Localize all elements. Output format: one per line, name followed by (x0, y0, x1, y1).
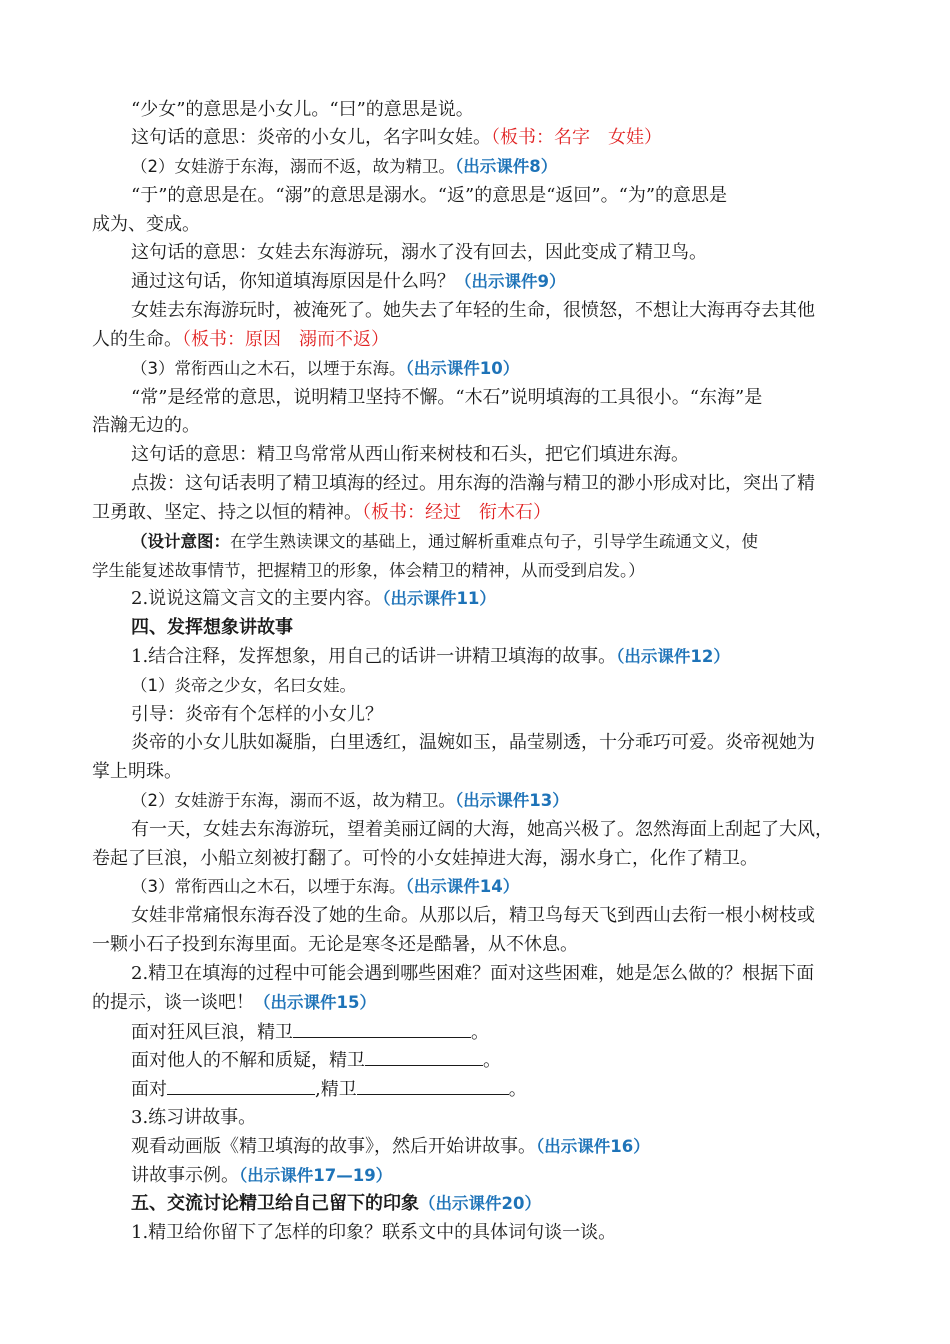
courseware-ref: （出示课件16） (536, 1137, 650, 1156)
courseware-ref: （出示课件9） (455, 272, 566, 291)
paragraph-line: 一颗小石子投到东海里面。无论是寒冬还是酷暑，从不休息。 (92, 934, 578, 955)
paragraph-line: 成为、变成。 (92, 214, 200, 235)
courseware-ref: （出示课件11） (382, 589, 496, 608)
quote-line: （3）常衔西山之木石，以堙于东海。（出示课件10） (131, 359, 520, 378)
paragraph-line: 观看动画版《精卫填海的故事》，然后开始讲故事。（出示课件16） (131, 1136, 650, 1157)
fill-blank[interactable] (167, 1077, 315, 1095)
courseware-ref: （出示课件8） (455, 157, 558, 176)
paragraph-line: 3.练习讲故事。 (131, 1107, 257, 1128)
courseware-ref: （出示课件17—19） (239, 1166, 393, 1185)
fill-in-line: 面对 ,精卫 。 (131, 1079, 527, 1100)
paragraph-line: 1.结合注释，发挥想象，用自己的话讲一讲精卫填海的故事。（出示课件12） (131, 646, 730, 667)
courseware-ref: （出示课件15） (254, 993, 376, 1012)
quote-line: （2）女娃游于东海，溺而不返，故为精卫。（出示课件13） (131, 791, 569, 810)
design-intent: 学生能复述故事情节，把握精卫的形象，体会精卫的精神，从而受到启发。） (92, 561, 645, 580)
paragraph-line: 女娃非常痛恨东海吞没了她的生命。从那以后，精卫鸟每天飞到西山去衔一根小树枝或 (131, 905, 815, 926)
fill-in-line: 面对狂风巨浪，精卫 。 (131, 1022, 489, 1043)
paragraph-line: 人的生命。（板书：原因 溺而不返） (92, 329, 389, 350)
paragraph-line: 这句话的意思：精卫鸟常常从西山衔来树枝和石头，把它们填进东海。 (131, 444, 689, 465)
section-heading: 四、发挥想象讲故事 (131, 617, 293, 638)
paragraph-line: “于”的意思是在。“溺”的意思是溺水。“返”的意思是“返回”。“为”的意思是 (131, 185, 728, 206)
fill-in-line: 面对他人的不解和质疑，精卫 。 (131, 1050, 501, 1071)
paragraph-line: 这句话的意思：女娃去东海游玩，溺水了没有回去，因此变成了精卫鸟。 (131, 242, 707, 263)
paragraph-line: 炎帝的小女儿肤如凝脂，白里透红，温婉如玉，晶莹剔透，十分乖巧可爱。炎帝视她为 (131, 732, 815, 753)
paragraph-line: 有一天，女娃去东海游玩，望着美丽辽阔的大海，她高兴极了。忽然海面上刮起了大风， (131, 819, 833, 840)
paragraph-line: 卷起了巨浪，小船立刻被打翻了。可怜的小女娃掉进大海，溺水身亡，化作了精卫。 (92, 848, 758, 869)
courseware-ref: （出示课件14） (405, 877, 520, 896)
quote-line: （1）炎帝之少女，名曰女娃。 (131, 676, 356, 695)
paragraph-line: 引导：炎帝有个怎样的小女儿？ (131, 704, 383, 725)
paragraph-line: 的提示，谈一谈吧！（出示课件15） (92, 992, 376, 1013)
courseware-ref: （出示课件20） (419, 1194, 541, 1213)
paragraph-line: 浩瀚无边的。 (92, 415, 200, 436)
fill-blank[interactable] (357, 1077, 509, 1095)
courseware-ref: （出示课件10） (405, 359, 520, 378)
paragraph-line: 点拨：这句话表明了精卫填海的经过。用东海的浩瀚与精卫的渺小形成对比，突出了精 (131, 473, 815, 494)
paragraph-line: 通过这句话，你知道填海原因是什么吗？（出示课件9） (131, 271, 566, 292)
paragraph-line: 讲故事示例。（出示课件17—19） (131, 1165, 393, 1186)
paragraph-line: “常”是经常的意思，说明精卫坚持不懈。“木石”说明填海的工具很小。“东海”是 (131, 387, 763, 408)
fill-blank[interactable] (293, 1020, 471, 1038)
paragraph-line: 卫勇敢、坚定、持之以恒的精神。（板书：经过 衔木石） (92, 502, 551, 523)
paragraph-line: 2.精卫在填海的过程中可能会遇到哪些困难？面对这些困难，她是怎么做的？根据下面 (131, 963, 815, 984)
section-heading: 五、交流讨论精卫给自己留下的印象（出示课件20） (131, 1193, 541, 1214)
quote-line: （3）常衔西山之木石，以堙于东海。（出示课件14） (131, 877, 520, 896)
paragraph-line: 1.精卫给你留下了怎样的印象？联系文中的具体词句谈一谈。 (131, 1222, 617, 1243)
paragraph-line: “少女”的意思是小女儿。“曰”的意思是说。 (131, 99, 474, 120)
courseware-ref: （出示课件12） (616, 647, 730, 666)
paragraph-line: 2.说说这篇文言文的主要内容。（出示课件11） (131, 588, 496, 609)
board-note: （板书：原因 溺而不返） (182, 329, 389, 350)
paragraph-line: 女娃去东海游玩时，被淹死了。她失去了年轻的生命，很愤怒，不想让大海再夺去其他 (131, 300, 815, 321)
paragraph-line: 掌上明珠。 (92, 761, 182, 782)
fill-blank[interactable] (365, 1048, 483, 1066)
courseware-ref: （出示课件13） (455, 791, 569, 810)
design-intent: （设计意图：在学生熟读课文的基础上，通过解析重难点句子，引导学生疏通文义，使 (131, 532, 758, 551)
quote-line: （2）女娃游于东海，溺而不返，故为精卫。（出示课件8） (131, 157, 558, 176)
board-note: （板书：名字 女娃） (491, 127, 662, 148)
paragraph-line: 这句话的意思：炎帝的小女儿，名字叫女娃。（板书：名字 女娃） (131, 127, 662, 148)
board-note: （板书：经过 衔木石） (362, 502, 551, 523)
